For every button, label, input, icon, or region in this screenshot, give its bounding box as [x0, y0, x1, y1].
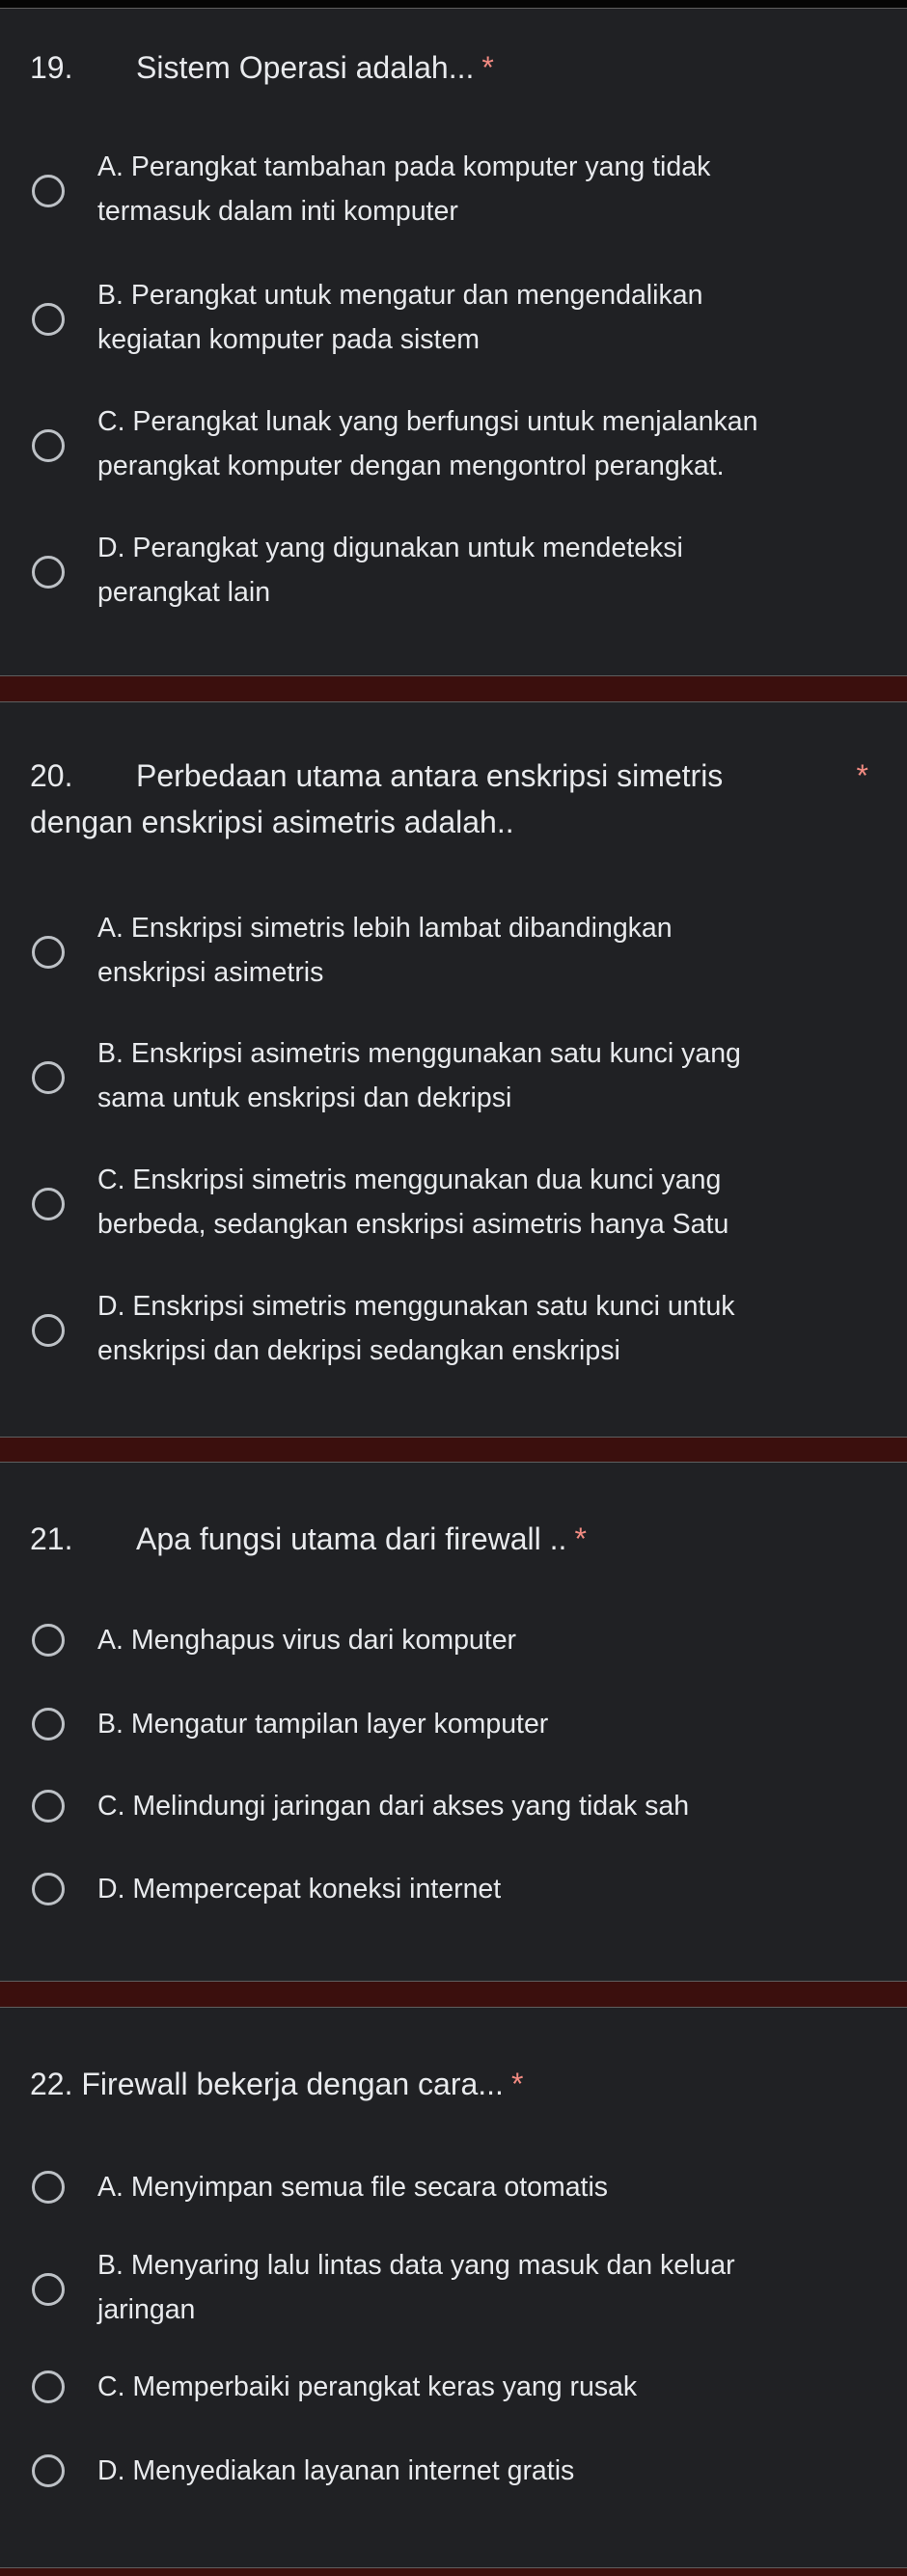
- radio-button[interactable]: [32, 1314, 65, 1347]
- question-title: [30, 44, 868, 91]
- radio-button[interactable]: [32, 1708, 65, 1740]
- question-card-22: [0, 2007, 907, 2568]
- option-label: A. Enskripsi simetris lebih lambat dibandingkan: [97, 913, 673, 944]
- question-number: 19.: [30, 50, 73, 85]
- required-asterisk: *: [856, 758, 868, 793]
- question-card-21: [0, 1462, 907, 1982]
- radio-button[interactable]: [32, 2370, 65, 2403]
- option-label: B. Enskripsi asimetris menggunakan satu kunci yang: [97, 1038, 741, 1069]
- option-label: D. Menyediakan layanan internet gratis: [97, 2455, 575, 2486]
- option-label: D. Mempercepat koneksi internet: [97, 1874, 502, 1905]
- radio-button[interactable]: [32, 2273, 65, 2306]
- option-label: jaringan: [97, 2294, 196, 2325]
- option-label: sama untuk enskripsi dan dekripsi: [97, 1082, 512, 1113]
- required-asterisk: *: [510, 2067, 524, 2101]
- question-text: Firewall bekerja dengan cara...: [81, 2067, 504, 2101]
- question-text: Perbedaan utama antara enskripsi simetris: [136, 758, 724, 793]
- question-card-19: [0, 8, 907, 676]
- radio-button[interactable]: [32, 175, 65, 207]
- question-title: [30, 1516, 868, 1562]
- radio-button[interactable]: [32, 1188, 65, 1220]
- option-label: A. Menyimpan semua file secara otomatis: [97, 2172, 609, 2203]
- option-19-a[interactable]: [0, 145, 907, 237]
- question-title: [30, 2061, 868, 2107]
- radio-button[interactable]: [32, 556, 65, 589]
- radio-button[interactable]: [32, 1873, 65, 1905]
- option-label: B. Perangkat untuk mengatur dan mengendalikan: [97, 280, 703, 311]
- option-label: perangkat komputer dengan mengontrol perangkat.: [97, 451, 725, 481]
- radio-button[interactable]: [32, 936, 65, 969]
- option-19-d[interactable]: [0, 526, 907, 618]
- option-19-c[interactable]: [0, 399, 907, 492]
- required-asterisk: *: [574, 1521, 587, 1556]
- option-21-b[interactable]: [0, 1695, 907, 1753]
- option-label: perangkat lain: [97, 577, 271, 608]
- option-label: enskripsi dan dekripsi sedangkan enskripsi: [97, 1335, 620, 1366]
- option-20-b[interactable]: [0, 1031, 907, 1124]
- option-label: C. Melindungi jaringan dari akses yang tidak sah: [97, 1791, 690, 1822]
- question-text: Sistem Operasi adalah...: [136, 50, 475, 85]
- option-22-b[interactable]: [0, 2243, 907, 2336]
- option-22-d[interactable]: [0, 2442, 907, 2500]
- question-number: 20.: [30, 758, 73, 793]
- radio-button[interactable]: [32, 2454, 65, 2487]
- option-22-a[interactable]: [0, 2158, 907, 2216]
- option-21-a[interactable]: [0, 1611, 907, 1669]
- option-label: A. Perangkat tambahan pada komputer yang tidak: [97, 151, 711, 182]
- question-number: 21.: [30, 1521, 73, 1556]
- option-label: C. Perangkat lunak yang berfungsi untuk menjalankan: [97, 406, 758, 437]
- radio-button[interactable]: [32, 1624, 65, 1657]
- option-label: C. Memperbaiki perangkat keras yang rusak: [97, 2371, 638, 2402]
- option-20-c[interactable]: [0, 1158, 907, 1250]
- question-number: 22.: [30, 2067, 73, 2101]
- option-label: termasuk dalam inti komputer: [97, 196, 458, 227]
- option-22-c[interactable]: [0, 2358, 907, 2416]
- option-label: D. Perangkat yang digunakan untuk mendeteksi: [97, 533, 683, 563]
- question-text: Apa fungsi utama dari firewall ..: [136, 1521, 567, 1556]
- question-card-20: [0, 701, 907, 1438]
- option-label: A. Menghapus virus dari komputer: [97, 1625, 517, 1656]
- top-status-bar: [0, 0, 907, 8]
- option-label: enskripsi asimetris: [97, 957, 324, 988]
- option-20-d[interactable]: [0, 1284, 907, 1377]
- option-label: berbeda, sedangkan enskripsi asimetris hanya Satu: [97, 1209, 729, 1240]
- option-label: B. Mengatur tampilan layer komputer: [97, 1709, 549, 1740]
- option-label: D. Enskripsi simetris menggunakan satu kunci untuk: [97, 1291, 735, 1322]
- question-title: [30, 753, 868, 845]
- option-label: C. Enskripsi simetris menggunakan dua kunci yang: [97, 1165, 722, 1195]
- option-label: kegiatan komputer pada sistem: [97, 324, 481, 355]
- required-asterisk: *: [481, 50, 494, 85]
- option-21-d[interactable]: [0, 1860, 907, 1918]
- option-21-c[interactable]: [0, 1777, 907, 1835]
- radio-button[interactable]: [32, 2171, 65, 2204]
- radio-button[interactable]: [32, 303, 65, 336]
- option-label: B. Menyaring lalu lintas data yang masuk dan keluar: [97, 2250, 735, 2281]
- option-20-a[interactable]: [0, 906, 907, 999]
- option-19-b[interactable]: [0, 273, 907, 366]
- radio-button[interactable]: [32, 1061, 65, 1094]
- radio-button[interactable]: [32, 429, 65, 462]
- radio-button[interactable]: [32, 1790, 65, 1822]
- question-text: dengan enskripsi asimetris adalah..: [30, 805, 514, 839]
